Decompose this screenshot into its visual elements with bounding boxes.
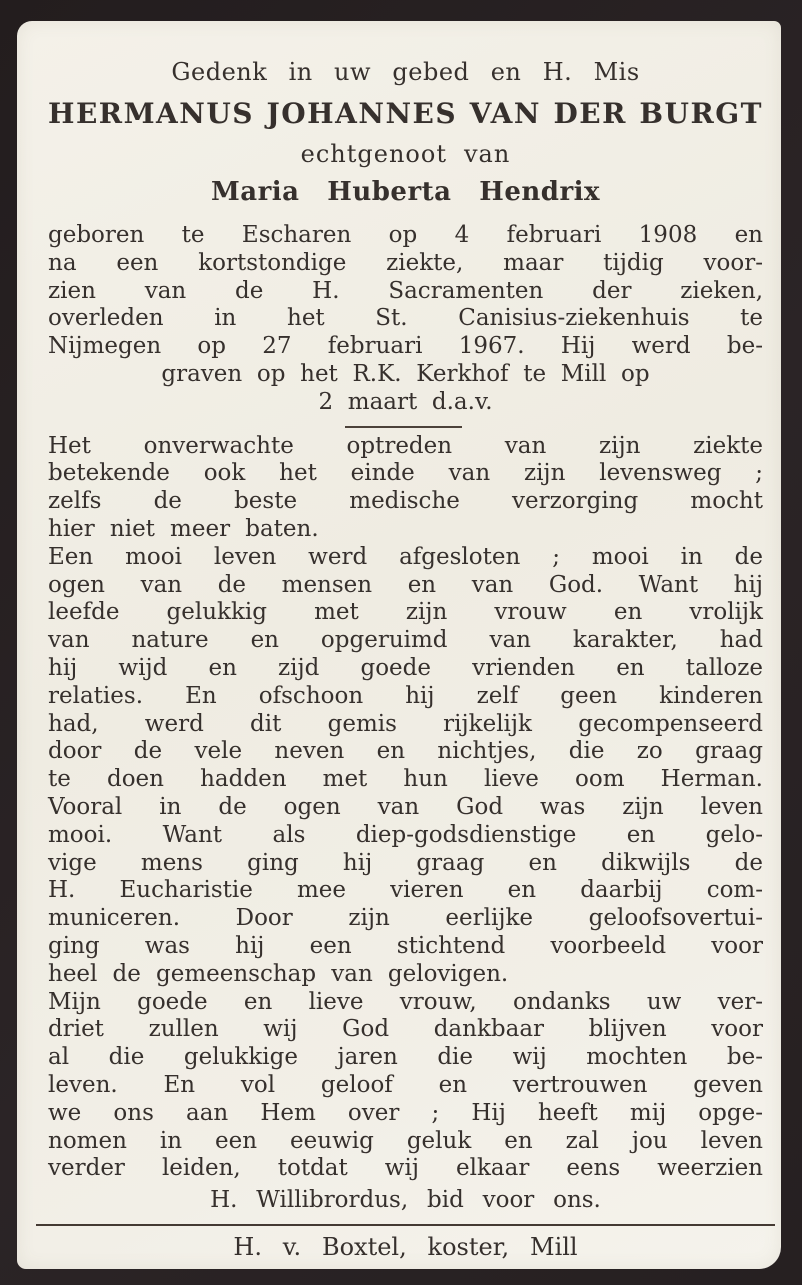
text-line: Nijmegen op 27 februari 1967. Hij werd be- <box>48 333 763 360</box>
printer-credit-line: H. v. Boxtel, koster, Mill <box>233 1233 578 1262</box>
text-line: had, werd dit gemis rijkelijk gecompenseerd <box>48 710 763 737</box>
text-line: zelfs de beste medische verzorging mocht <box>48 488 763 515</box>
text-line: Mijn goede en lieve vrouw, ondanks uw ver- <box>48 988 763 1015</box>
text-line: ging was hij een stichtend voorbeeld voor <box>48 932 763 959</box>
text-line: mooi. Want als diep-godsdienstige en gelo- <box>48 821 763 848</box>
text-line: geboren te Escharen op 4 februari 1908 en <box>48 222 763 248</box>
text-line: we ons aan Hem over ; Hij heeft mij opge- <box>48 1099 763 1126</box>
text-line: Een mooi leven werd afgesloten ; mooi in de <box>48 543 763 570</box>
text-line: zien van de H. Sacramenten der zieken, <box>48 277 763 304</box>
text-line: ogen van de mensen en van God. Want hij <box>48 571 763 598</box>
paragraph-lines <box>48 989 763 1184</box>
text-line: al die gelukkige jaren die wij mochten be- <box>48 1044 763 1071</box>
memorial-card <box>17 21 781 1269</box>
card-content <box>48 57 763 1263</box>
vitae-centered-lines <box>48 361 763 417</box>
text-line: H. Eucharistie mee vieren en daarbij com- <box>48 877 763 904</box>
text-line: municeren. Door zijn eerlijke geloofsovertui- <box>48 905 763 932</box>
text-line: Vooral in de ogen van God was zijn leven <box>48 793 763 820</box>
text-line: hij wijd en zijd goede vrienden en talloze <box>48 654 763 681</box>
vitae-justified-lines <box>48 222 763 361</box>
text-line: relaties. En ofschoon hij zelf geen kinderen <box>48 682 763 709</box>
memorial-paragraph-3 <box>48 989 763 1184</box>
text-line: nomen in een eeuwig geluk en zal jou leven <box>48 1127 763 1154</box>
paragraph-last-line: hier niet meer baten. <box>48 515 319 542</box>
text-line: van nature en opgeruimd van karakter, had <box>48 627 763 654</box>
deceased-name: HERMANUS JOHANNES VAN DER BURGT <box>48 97 763 130</box>
vitae-paragraph <box>48 222 763 417</box>
text-line: vige mens ging hij graag en dikwijls de <box>48 849 763 876</box>
memorial-paragraph-1 <box>48 433 763 544</box>
text-line: graven op het R.K. Kerkhof te Mill op <box>161 360 650 387</box>
prayer-request-line: Gedenk in uw gebed en H. Mis <box>171 58 640 86</box>
text-line: betekende ook het einde van zijn levensweg ; <box>48 460 763 487</box>
spouse-name: Maria Huberta Hendrix <box>210 177 601 207</box>
relation-line: echtgenoot van <box>300 140 511 168</box>
text-line: driet zullen wij God dankbaar blijven voor <box>48 1016 763 1043</box>
text-line: 2 maart d.a.v. <box>318 388 493 415</box>
text-line: overleden in het St. Canisius-ziekenhuis te <box>48 305 763 332</box>
paragraph-lines <box>48 433 763 516</box>
memorial-paragraph-2 <box>48 544 763 989</box>
text-line: Het onverwachte optreden van zijn ziekte <box>48 432 763 459</box>
footer-rule <box>36 1224 775 1226</box>
patron-prayer-line: H. Willibrordus, bid voor ons. <box>210 1187 601 1214</box>
text-line: leefde gelukkig met zijn vrouw en vrolijk <box>48 599 763 626</box>
text-line: na een kortstondige ziekte, maar tijdig voor- <box>48 249 763 276</box>
text-line: door de vele neven en nichtjes, die zo graag <box>48 738 763 765</box>
text-line: verder leiden, totdat wij elkaar eens weerzien <box>48 1155 763 1182</box>
section-divider <box>345 426 462 428</box>
text-line: te doen hadden met hun lieve oom Herman. <box>48 766 763 793</box>
paragraph-last-line: heel de gemeenschap van gelovigen. <box>48 960 509 987</box>
text-line: leven. En vol geloof en vertrouwen geven <box>48 1071 763 1098</box>
paragraph-lines <box>48 544 763 961</box>
